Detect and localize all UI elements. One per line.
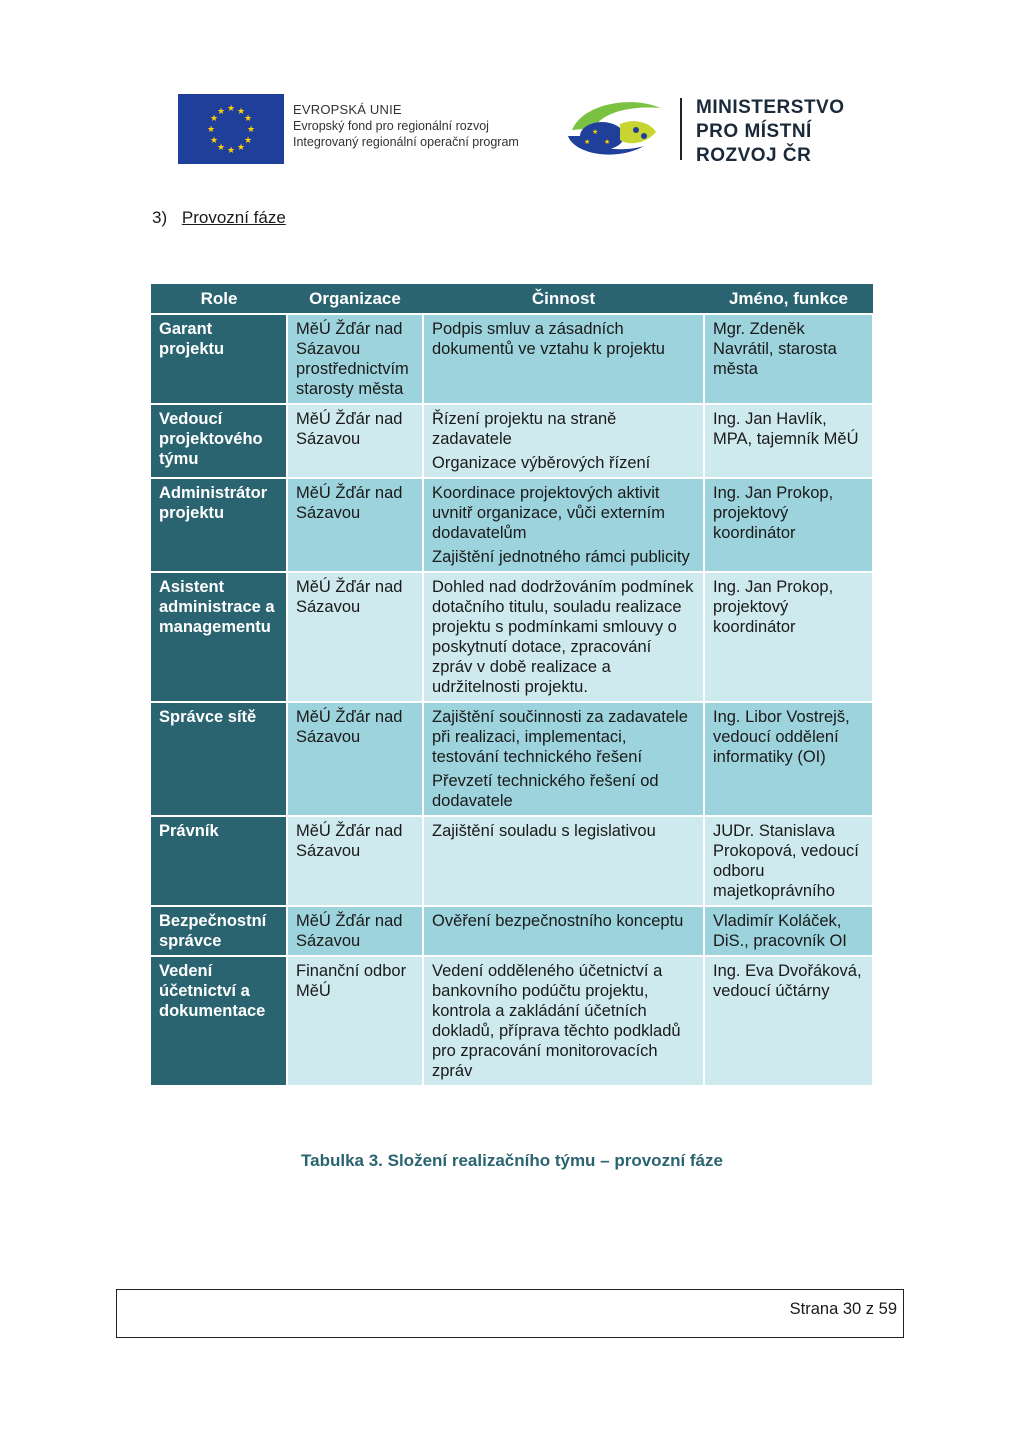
- table-row: [151, 702, 873, 816]
- svg-text:★: ★: [209, 114, 219, 124]
- cell-name: Ing. Jan Havlík, MPA, tajemník MěÚ: [704, 404, 873, 478]
- eu-line-3: Integrovaný regionální operační program: [293, 135, 519, 149]
- cell-activity: [423, 314, 704, 404]
- svg-text:★: ★: [236, 143, 246, 153]
- table-row: [151, 956, 873, 1086]
- cell-activity: [423, 956, 704, 1086]
- cell-activity: [423, 816, 704, 906]
- svg-text:★: ★: [584, 138, 591, 146]
- cell-role: Administrátor projektu: [151, 478, 287, 572]
- activity-text: Ověření bezpečnostního konceptu: [432, 912, 684, 930]
- svg-text:★: ★: [592, 128, 599, 136]
- activity-text: Řízení projektu na straně zadavatele: [432, 410, 617, 448]
- eu-line-1: EVROPSKÁ UNIE: [293, 102, 402, 117]
- header-role: Role: [151, 284, 287, 314]
- svg-text:★: ★: [226, 104, 236, 114]
- header-divider: [680, 98, 682, 160]
- eu-text-block: [293, 102, 519, 150]
- svg-text:★: ★: [226, 146, 236, 156]
- svg-text:★: ★: [209, 136, 219, 146]
- table-caption: Tabulka 3. Složení realizačního týmu – provozní fáze: [301, 1151, 723, 1170]
- cell-activity: [423, 404, 704, 478]
- svg-text:★: ★: [236, 107, 246, 117]
- cell-organization: MěÚ Žďár nad Sázavou: [287, 572, 423, 702]
- table-row: [151, 906, 873, 956]
- header-activity: Činnost: [423, 284, 704, 314]
- page-header: [178, 92, 858, 167]
- eu-flag-logo: [178, 94, 284, 164]
- section-heading: [152, 208, 286, 228]
- cell-name: Mgr. Zdeněk Navrátil, starosta města: [704, 314, 873, 404]
- cell-organization: Finanční odbor MěÚ: [287, 956, 423, 1086]
- activity-text: Podpis smluv a zásadních dokumentů ve vztahu k projektu: [432, 320, 665, 358]
- cell-role: Vedoucí projektového týmu: [151, 404, 287, 478]
- cell-role: Bezpečnostní správce: [151, 906, 287, 956]
- activity-text-2: Zajištění jednotného rámci publicity: [432, 548, 690, 566]
- cell-role: Vedení účetnictví a dokumentace: [151, 956, 287, 1086]
- svg-text:★: ★: [604, 138, 611, 146]
- cell-role: Asistent administrace a managementu: [151, 572, 287, 702]
- cell-organization: MěÚ Žďár nad Sázavou prostřednictvím starosty města: [287, 314, 423, 404]
- ministry-line-1: MINISTERSTVO: [696, 97, 845, 118]
- activity-text: Koordinace projektových aktivit uvnitř organizace, vůči externím dodavatelům: [432, 484, 665, 542]
- cell-role: Správce sítě: [151, 702, 287, 816]
- svg-text:★: ★: [243, 136, 253, 146]
- cell-organization: MěÚ Žďár nad Sázavou: [287, 816, 423, 906]
- activity-text: Zajištění souladu s legislativou: [432, 822, 656, 840]
- svg-text:★: ★: [216, 107, 226, 117]
- cell-role: Garant projektu: [151, 314, 287, 404]
- page-footer: [116, 1289, 904, 1338]
- cell-organization: MěÚ Žďár nad Sázavou: [287, 404, 423, 478]
- cell-activity: [423, 478, 704, 572]
- activity-text-2: Organizace výběrových řízení: [432, 454, 651, 472]
- cell-role: Právník: [151, 816, 287, 906]
- page-number: Strana 30 z 59: [789, 1300, 897, 1318]
- cell-name: Ing. Jan Prokop, projektový koordinátor: [704, 478, 873, 572]
- eu-line-2: Evropský fond pro regionální rozvoj: [293, 119, 489, 133]
- header-organization: Organizace: [287, 284, 423, 314]
- team-table: [151, 284, 874, 1087]
- table-row: [151, 404, 873, 478]
- cell-name: Vladimír Koláček, DiS., pracovník OI: [704, 906, 873, 956]
- cell-activity: [423, 906, 704, 956]
- ministry-text-block: [696, 96, 845, 168]
- svg-text:★: ★: [216, 143, 226, 153]
- cell-activity: [423, 572, 704, 702]
- cell-activity: [423, 702, 704, 816]
- cell-organization: MěÚ Žďár nad Sázavou: [287, 906, 423, 956]
- svg-text:★: ★: [246, 125, 256, 135]
- cell-name: Ing. Eva Dvořáková, vedoucí účtárny: [704, 956, 873, 1086]
- cell-organization: MěÚ Žďár nad Sázavou: [287, 702, 423, 816]
- table-row: [151, 478, 873, 572]
- activity-text-2: Převzetí technického řešení od dodavatele: [432, 772, 659, 810]
- activity-text: Vedení odděleného účetnictví a bankovního podúčtu projektu, kontrola a zakládání účetních dokladů, příprava těchto podkladů pro zpracování monitorovacích zpráv: [432, 962, 681, 1080]
- header-name-function: Jméno, funkce: [704, 284, 873, 314]
- svg-text:★: ★: [243, 114, 253, 124]
- mmr-logo: [564, 96, 664, 160]
- table-row: [151, 816, 873, 906]
- cell-name: Ing. Jan Prokop, projektový koordinátor: [704, 572, 873, 702]
- cell-name: Ing. Libor Vostrejš, vedoucí oddělení informatiky (OI): [704, 702, 873, 816]
- table-header-row: [151, 284, 873, 314]
- activity-text: Zajištění součinnosti za zadavatele při realizaci, implementaci, testování technického řešení: [432, 708, 688, 766]
- svg-text:★: ★: [206, 125, 216, 135]
- table-row: [151, 572, 873, 702]
- section-title: Provozní fáze: [181, 208, 286, 227]
- activity-text: Dohled nad dodržováním podmínek dotačního titulu, souladu realizace projektu s podmínkami smlouvy o poskytnutí dotace, zpracování zpráv v době realizace a udržitelnosti projektu.: [432, 578, 694, 696]
- ministry-line-3: ROZVOJ ČR: [696, 145, 812, 166]
- cell-name: JUDr. Stanislava Prokopová, vedoucí odboru majetkoprávního: [704, 816, 873, 906]
- section-number: 3): [152, 208, 168, 227]
- cell-organization: MěÚ Žďár nad Sázavou: [287, 478, 423, 572]
- table-row: [151, 314, 873, 404]
- ministry-line-2: PRO MÍSTNÍ: [696, 121, 812, 142]
